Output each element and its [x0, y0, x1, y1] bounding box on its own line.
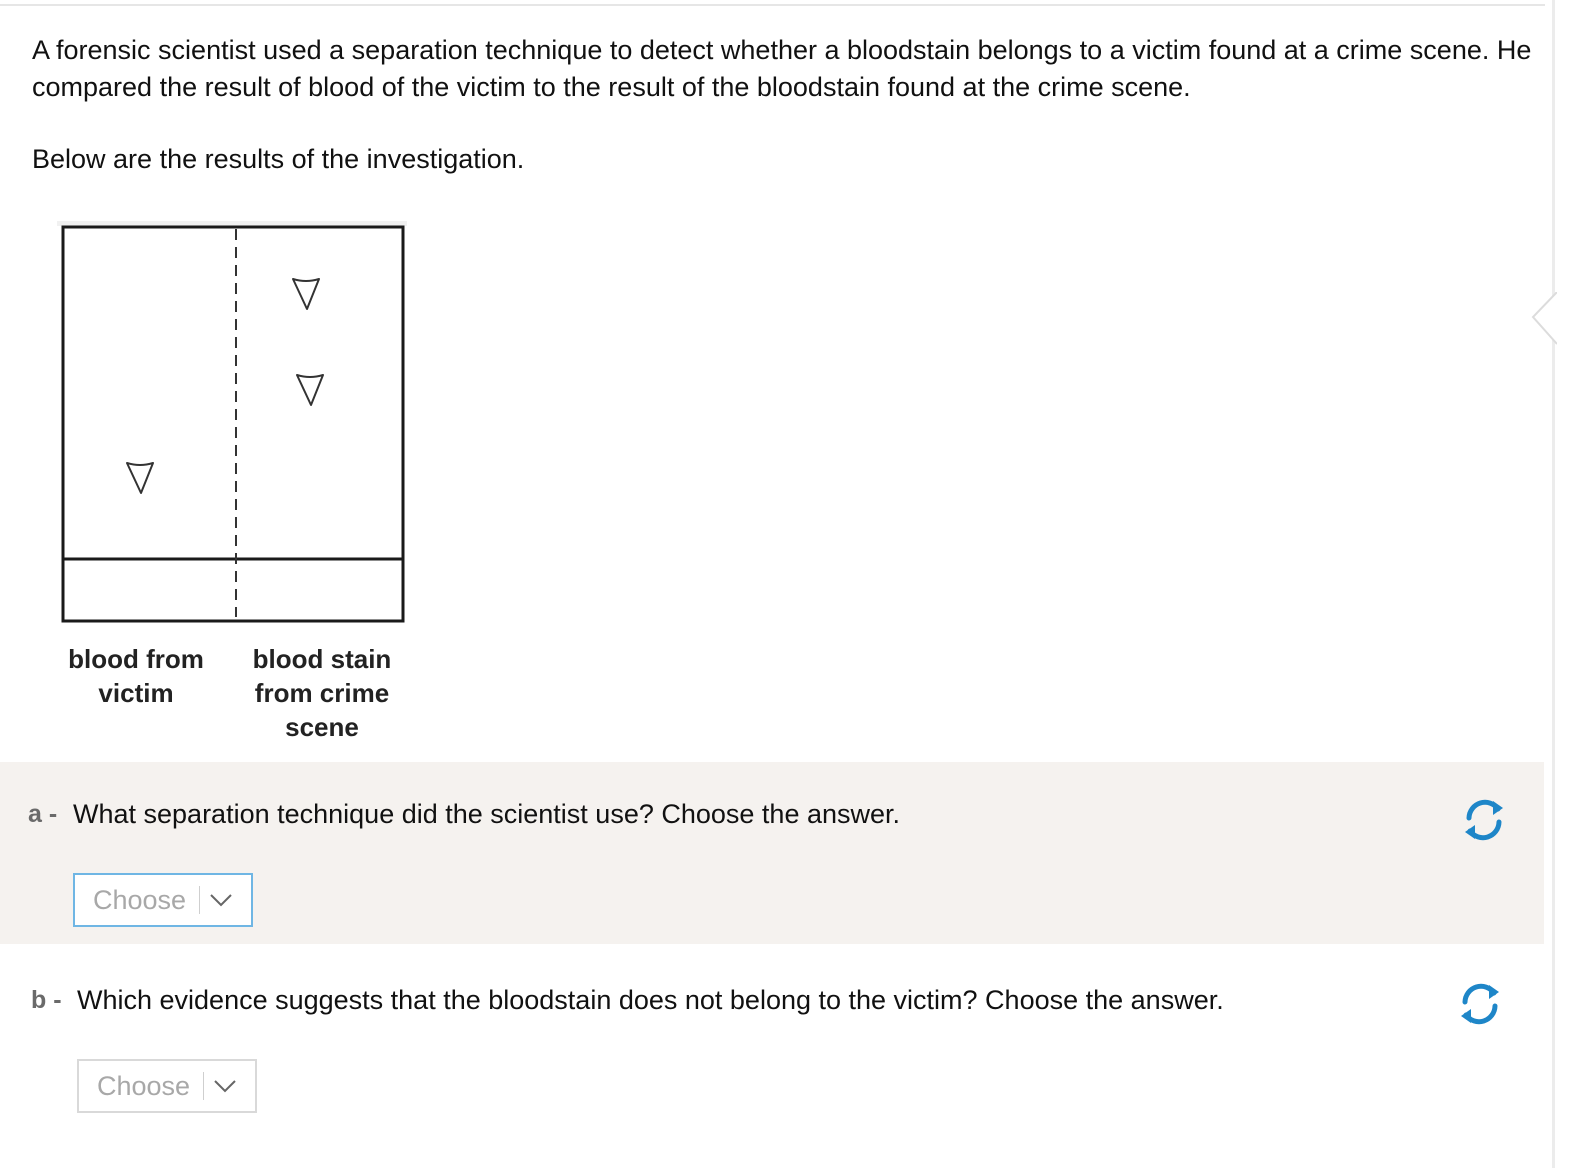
chromatogram-diagram: [56, 220, 412, 640]
lane-label-crime-scene: blood stain from crime scene: [252, 644, 392, 742]
refresh-icon[interactable]: [1456, 980, 1504, 1028]
side-panel-tab[interactable]: [1531, 292, 1557, 346]
answer-b-dropdown[interactable]: [77, 1059, 257, 1113]
chevron-down-icon: [213, 1078, 237, 1094]
chromatogram-figure: [56, 220, 412, 750]
answer-a-dropdown[interactable]: [73, 873, 253, 927]
dropdown-separator: [203, 1072, 204, 1100]
panel-edge: [1552, 0, 1555, 1168]
subquestion-b-prefix: b -: [31, 986, 62, 1014]
top-divider: [0, 4, 1545, 6]
lane-label-victim: blood from victim: [68, 644, 204, 708]
refresh-icon[interactable]: [1460, 796, 1508, 844]
question-intro: A forensic scientist used a separation technique to detect whether a bloodstain belongs to a victim found at a crime scene. He compared the result of blood of the victim to the result of the bloodstain found at the crime scene.: [32, 35, 1532, 102]
subquestion-a-text: What separation technique did the scientist use? Choose the answer.: [73, 799, 901, 829]
chromatogram-paper: [63, 227, 403, 621]
answer-b-placeholder: Choose: [97, 1070, 191, 1101]
question-prompt: Below are the results of the investigation.: [32, 144, 525, 174]
subquestion-a-prefix: a -: [28, 800, 58, 828]
subquestion-b: [0, 944, 1544, 1168]
answer-a-placeholder: Choose: [93, 884, 187, 915]
subquestion-b-text: Which evidence suggests that the bloodstain does not belong to the victim? Choose the answer.: [77, 985, 1224, 1015]
subquestion-a: [0, 762, 1544, 944]
dropdown-separator: [199, 886, 200, 914]
chevron-down-icon: [209, 892, 233, 908]
